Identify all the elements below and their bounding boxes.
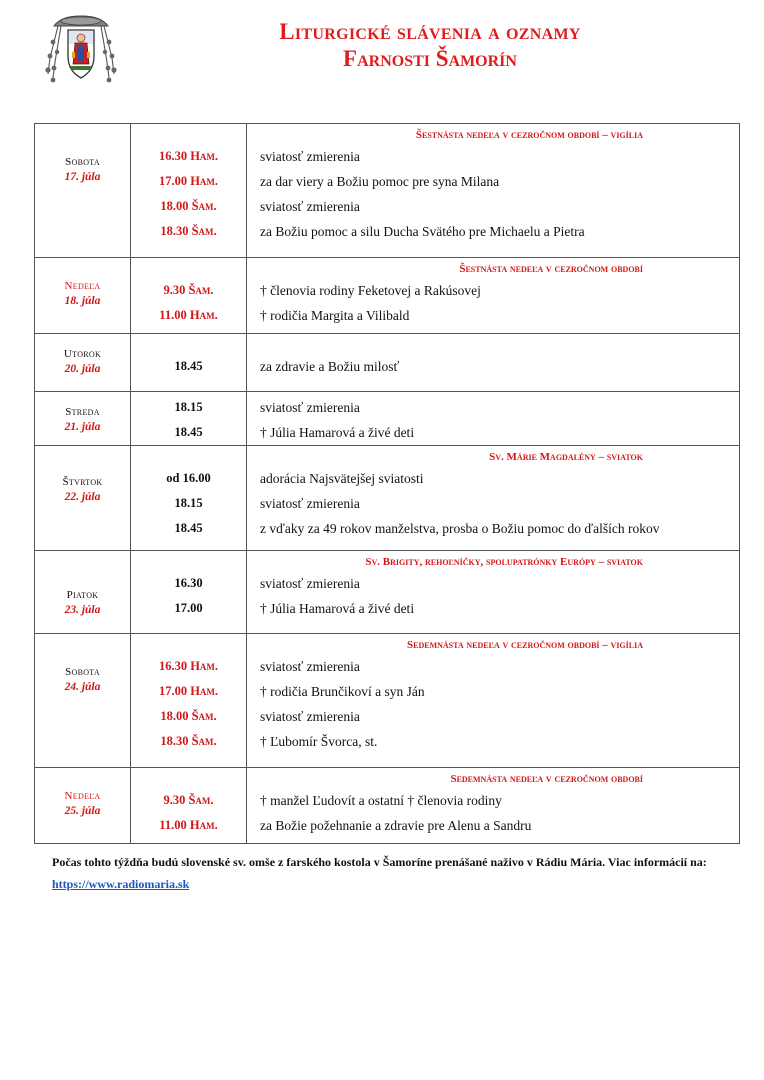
intention-cell	[247, 124, 740, 258]
mass-time	[131, 466, 246, 491]
mass-time	[131, 194, 246, 219]
intention-text: sviatosť zmierenia	[260, 709, 360, 724]
title-line-2: Farnosti Šamorín	[343, 46, 517, 71]
day-row	[35, 124, 740, 258]
day-row	[35, 551, 740, 634]
day-row	[35, 768, 740, 844]
day-date: 20. júla	[64, 363, 101, 375]
mass-time	[131, 679, 246, 704]
feast-label: Šestnásta nedeľa v cezročnom období – vigília	[415, 129, 643, 141]
day-date: 24. júla	[64, 681, 101, 693]
intention-text: za zdravie a Božiu milosť	[260, 359, 400, 374]
feast-label: Sv. Brigity, rehoľníčky, spolupatrónky Európy – sviatok	[365, 556, 643, 568]
mass-time	[131, 219, 246, 244]
mass-time	[131, 491, 246, 516]
intention-cell	[247, 634, 740, 768]
note-text: Počas tohto týždňa budú slovenské sv. omše z farského kostola v Šamoríne prenášané naživo v Rádiu Mária. Viac informácií na:	[52, 855, 707, 869]
time-cell	[131, 551, 247, 634]
time-value: 9.30	[163, 283, 186, 297]
intention-text: † manžel Ľudovít a ostatní † členovia rodiny	[260, 793, 502, 808]
intention-text: † Júlia Hamarová a živé deti	[260, 425, 415, 440]
time-value: 18.45	[174, 425, 203, 439]
title-line-1: Liturgické slávenia a oznamy	[279, 19, 581, 44]
time-cell	[131, 634, 247, 768]
feast-label: Šestnásta nedeľa v cezročnom období	[459, 263, 643, 275]
intention-cell	[247, 768, 740, 844]
intention-cell	[247, 551, 740, 634]
time-value: 16.30	[158, 149, 188, 163]
page-title	[200, 18, 660, 72]
mass-time	[131, 813, 246, 838]
mass-time	[131, 169, 246, 194]
church-abbrev: Ham.	[190, 149, 219, 163]
time-value: 11.00	[159, 308, 187, 322]
intention-text: z vďaky za 49 rokov manželstva, prosba o Božiu pomoc do ďalších rokov	[260, 521, 660, 536]
intention-text: † rodičia Brunčikoví a syn Ján	[260, 684, 425, 699]
time-cell	[131, 124, 247, 258]
day-cell	[35, 551, 131, 634]
intention-text: sviatosť zmierenia	[260, 496, 360, 511]
time-value: 17.00	[174, 601, 203, 615]
day-date: 17. júla	[64, 171, 101, 183]
time-value: 18.00	[160, 709, 189, 723]
mass-time	[131, 420, 246, 445]
day-name: Štvrtok	[62, 476, 103, 488]
day-name: Streda	[65, 406, 100, 418]
day-cell	[35, 634, 131, 768]
church-abbrev: Šam.	[188, 793, 214, 807]
mass-time	[131, 354, 246, 379]
feast-label: Sedemnásta nedeľa v cezročnom období – vigília	[407, 639, 643, 651]
day-row	[35, 446, 740, 551]
time-value: 18.15	[174, 496, 203, 510]
mass-time	[131, 596, 246, 621]
mass-time	[131, 278, 246, 303]
day-row	[35, 392, 740, 446]
time-value: 18.15	[174, 400, 203, 414]
mass-time	[131, 303, 246, 328]
church-abbrev: Ham.	[190, 174, 219, 188]
mass-time	[131, 729, 246, 754]
day-date: 25. júla	[64, 805, 101, 817]
mass-time	[131, 571, 246, 596]
time-value: 18.45	[174, 521, 203, 535]
intention-text: za Božie požehnanie a zdravie pre Alenu a Sandru	[260, 818, 532, 833]
day-cell	[35, 392, 131, 446]
intention-text: za Božiu pomoc a silu Ducha Svätého pre Michaelu a Pietra	[260, 224, 585, 239]
time-cell	[131, 392, 247, 446]
church-abbrev: Šam.	[191, 199, 217, 213]
radio-maria-link[interactable]: https://www.radiomaria.sk	[52, 877, 190, 891]
time-cell	[131, 768, 247, 844]
day-name: Sobota	[65, 156, 100, 168]
intention-text: sviatosť zmierenia	[260, 199, 360, 214]
day-date: 18. júla	[64, 295, 101, 307]
intention-cell	[247, 392, 740, 446]
intention-text: sviatosť zmierenia	[260, 149, 360, 164]
day-row	[35, 334, 740, 392]
day-row	[35, 634, 740, 768]
day-name: Sobota	[65, 666, 100, 678]
time-value: 11.00	[159, 818, 187, 832]
mass-time	[131, 704, 246, 729]
time-value: 18.00	[160, 199, 189, 213]
intention-text: † rodičia Margita a Vilibald	[260, 308, 410, 323]
church-abbrev: Ham.	[189, 308, 218, 322]
day-cell	[35, 124, 131, 258]
time-value: 17.00	[158, 174, 188, 188]
time-value: 18.30	[160, 224, 189, 238]
time-value: 9.30	[163, 793, 186, 807]
church-abbrev: Šam.	[191, 224, 217, 238]
day-name: Utorok	[63, 348, 102, 360]
mass-time	[131, 788, 246, 813]
church-abbrev: Ham.	[189, 818, 218, 832]
intention-cell	[247, 334, 740, 392]
intention-text: † Ľubomír Švorca, st.	[260, 734, 378, 749]
day-row	[35, 258, 740, 334]
feast-label: Sedemnásta nedeľa v cezročnom období	[450, 773, 643, 785]
church-abbrev: Ham.	[190, 659, 219, 673]
day-cell	[35, 446, 131, 551]
time-value: 18.30	[160, 734, 189, 748]
day-cell	[35, 334, 131, 392]
church-abbrev: Šam.	[188, 283, 214, 297]
time-value: 17.00	[158, 684, 188, 698]
intention-text: za dar viery a Božiu pomoc pre syna Milana	[260, 174, 500, 189]
schedule-table	[34, 123, 740, 844]
day-date: 21. júla	[64, 421, 101, 433]
mass-time	[131, 395, 246, 420]
day-cell	[35, 768, 131, 844]
day-name: Nedeľa	[64, 280, 101, 292]
day-date: 23. júla	[64, 604, 101, 616]
day-date: 22. júla	[64, 491, 101, 503]
church-abbrev: Ham.	[190, 684, 219, 698]
church-abbrev: Šam.	[191, 734, 217, 748]
feast-label: Sv. Márie Magdalény – sviatok	[489, 451, 643, 463]
intention-text: sviatosť zmierenia	[260, 576, 360, 591]
time-cell	[131, 334, 247, 392]
intention-cell	[247, 258, 740, 334]
intention-text: † Júlia Hamarová a živé deti	[260, 601, 415, 616]
mass-time	[131, 516, 246, 541]
time-cell	[131, 258, 247, 334]
coat-of-arms-icon	[44, 12, 118, 84]
intention-text: sviatosť zmierenia	[260, 659, 360, 674]
time-value: 18.45	[174, 359, 203, 373]
intention-text: adorácia Najsvätejšej sviatosti	[260, 471, 424, 486]
day-cell	[35, 258, 131, 334]
church-abbrev: Šam.	[191, 709, 217, 723]
mass-time	[131, 654, 246, 679]
intention-cell	[247, 446, 740, 551]
intention-text: sviatosť zmierenia	[260, 400, 360, 415]
intention-text: † členovia rodiny Feketovej a Rakúsovej	[260, 283, 481, 298]
day-name: Piatok	[66, 589, 99, 601]
footer-note	[52, 851, 742, 895]
time-cell	[131, 446, 247, 551]
time-value: 16.30	[174, 576, 203, 590]
time-value: od 16.00	[166, 471, 211, 485]
day-name: Nedeľa	[64, 790, 101, 802]
time-value: 16.30	[158, 659, 188, 673]
mass-time	[131, 144, 246, 169]
